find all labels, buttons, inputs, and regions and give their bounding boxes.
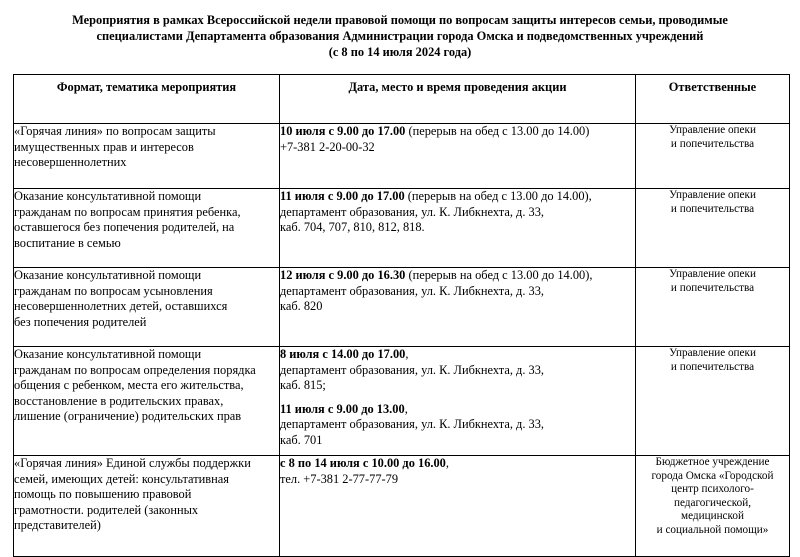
- header-responsible: Ответственные: [636, 75, 790, 124]
- format-text: несовершеннолетних: [14, 155, 127, 169]
- room-text: каб. 815;: [280, 378, 326, 392]
- date-time-note: (перерыв на обед с 13.00 до 14.00),: [404, 189, 592, 203]
- format-text: Оказание консультативной помощи: [14, 189, 202, 203]
- date-time-bold: 11 июля с 9.00 до 17.00: [280, 189, 405, 203]
- format-text: Оказание консультативной помощи: [14, 268, 202, 282]
- format-text: гражданам по вопросам принятия ребенка,: [14, 204, 241, 219]
- date-place-cell: [280, 268, 636, 347]
- responsible-text: и социальной помощи»: [656, 523, 769, 536]
- format-text: лишение (ограничение) родительских прав: [14, 409, 242, 423]
- place-text: департамент образования, ул. К. Либкнехта, д. 33,: [280, 283, 545, 298]
- format-text: «Горячая линия» по вопросам защиты: [14, 124, 216, 138]
- phone-text: +7-381 2-20-00-32: [280, 139, 375, 154]
- page-heading: [0, 12, 800, 60]
- heading-line-3: (с 8 по 14 июля 2024 года): [328, 45, 472, 59]
- table-row: [14, 347, 790, 456]
- responsible-text: и попечительства: [670, 360, 755, 373]
- place-text: департамент образования, ул. К. Либкнехта, д. 33,: [280, 204, 545, 219]
- format-text: оставшегося без попечения родителей, на: [14, 220, 235, 234]
- responsible-cell: [636, 124, 790, 189]
- date-place-cell: [280, 124, 636, 189]
- place-text: департамент образования, ул. К. Либкнехта, д. 33,: [280, 417, 545, 431]
- date-time-note: (перерыв на обед с 13.00 до 14.00): [405, 124, 590, 138]
- responsible-text: города Омска «Городской: [651, 469, 774, 482]
- date-time-line: [280, 268, 635, 284]
- date-time-bold: с 8 по 14 июля с 10.00 до 16.00: [280, 456, 446, 470]
- responsible-cell: [636, 347, 790, 456]
- date-time-line: [280, 124, 635, 140]
- responsible-text: медицинской: [681, 510, 744, 522]
- format-text: общения с ребенком, места его жительства,: [14, 378, 244, 392]
- format-text: имущественных прав и интересов: [14, 139, 194, 154]
- date-time-bold: 11 июля с 9.00 до 13.00: [280, 401, 405, 416]
- events-table: [13, 74, 790, 557]
- date-time-bold: 8 июля с 14.00 до 17.00: [280, 347, 406, 361]
- format-cell: [14, 268, 280, 347]
- date-place-cell: [280, 347, 636, 456]
- date-time-bold: 12 июля с 9.00 до 16.30: [280, 268, 406, 282]
- table-header-row: [14, 75, 790, 124]
- format-text: грамотности. родителей (законных: [14, 502, 199, 517]
- responsible-text: Управление опеки: [669, 347, 756, 359]
- format-cell: [14, 347, 280, 456]
- room-text: каб. 701: [280, 432, 323, 447]
- heading-line-1: Мероприятия в рамках Всероссийской недели правовой помощи по вопросам защиты интересов семьи, проводимые: [72, 13, 728, 27]
- spacer: [280, 394, 635, 402]
- responsible-text: и попечительства: [670, 202, 755, 215]
- responsible-cell: [636, 189, 790, 268]
- table-row: [14, 268, 790, 347]
- date-time-note: ,: [405, 347, 409, 361]
- responsible-text: Управление опеки: [669, 268, 756, 280]
- format-text: помощь по повышению правовой: [14, 487, 192, 501]
- date-time-line: [280, 456, 635, 472]
- table-row: [14, 456, 790, 557]
- format-text: «Горячая линия» Единой службы поддержки: [14, 456, 251, 470]
- date-place-cell: [280, 189, 636, 268]
- responsible-text: педагогической,: [673, 496, 752, 509]
- responsible-cell: [636, 268, 790, 347]
- phone-text: тел. +7-381 2-77-77-79: [280, 471, 399, 486]
- date-time-line: [280, 402, 635, 418]
- date-time-line: [280, 347, 635, 363]
- responsible-text: и попечительства: [670, 281, 755, 294]
- table-row: [14, 189, 790, 268]
- table-row: [14, 124, 790, 189]
- date-place-cell: [280, 456, 636, 557]
- date-time-line: [280, 189, 635, 205]
- format-text: представителей): [14, 518, 101, 532]
- header-date-place: Дата, место и время проведения акции: [280, 75, 636, 124]
- responsible-text: центр психолого-: [671, 483, 754, 495]
- room-text: каб. 820: [280, 299, 323, 313]
- format-text: без попечения родителей: [14, 314, 147, 329]
- date-time-note: (перерыв на обед с 13.00 до 14.00),: [405, 268, 593, 282]
- responsible-text: Управление опеки: [669, 189, 756, 201]
- header-format: Формат, тематика мероприятия: [14, 75, 280, 124]
- room-text: каб. 704, 707, 810, 812, 818.: [280, 220, 425, 234]
- format-text: гражданам по вопросам усыновления: [14, 283, 213, 298]
- format-text: гражданам по вопросам определения порядка: [14, 362, 256, 377]
- format-cell: [14, 189, 280, 268]
- date-time-note: ,: [445, 456, 449, 470]
- format-cell: [14, 124, 280, 189]
- responsible-text: Бюджетное учреждение: [655, 456, 770, 468]
- responsible-text: и попечительства: [670, 137, 755, 150]
- format-text: восстановление в родительских правах,: [14, 393, 224, 408]
- date-time-bold: 10 июля с 9.00 до 17.00: [280, 124, 406, 138]
- heading-line-2: специалистами Департамента образования Администрации города Омска и подведомственных учреждений: [96, 29, 704, 43]
- place-text: департамент образования, ул. К. Либкнехта, д. 33,: [280, 362, 545, 377]
- format-text: семей, имеющих детей: консультативная: [14, 471, 229, 486]
- format-text: Оказание консультативной помощи: [14, 347, 202, 361]
- responsible-cell: [636, 456, 790, 557]
- format-cell: [14, 456, 280, 557]
- format-text: воспитание в семью: [14, 235, 121, 250]
- responsible-text: Управление опеки: [669, 124, 756, 136]
- date-time-note: ,: [404, 401, 408, 416]
- format-text: несовершеннолетних детей, оставшихся: [14, 299, 228, 313]
